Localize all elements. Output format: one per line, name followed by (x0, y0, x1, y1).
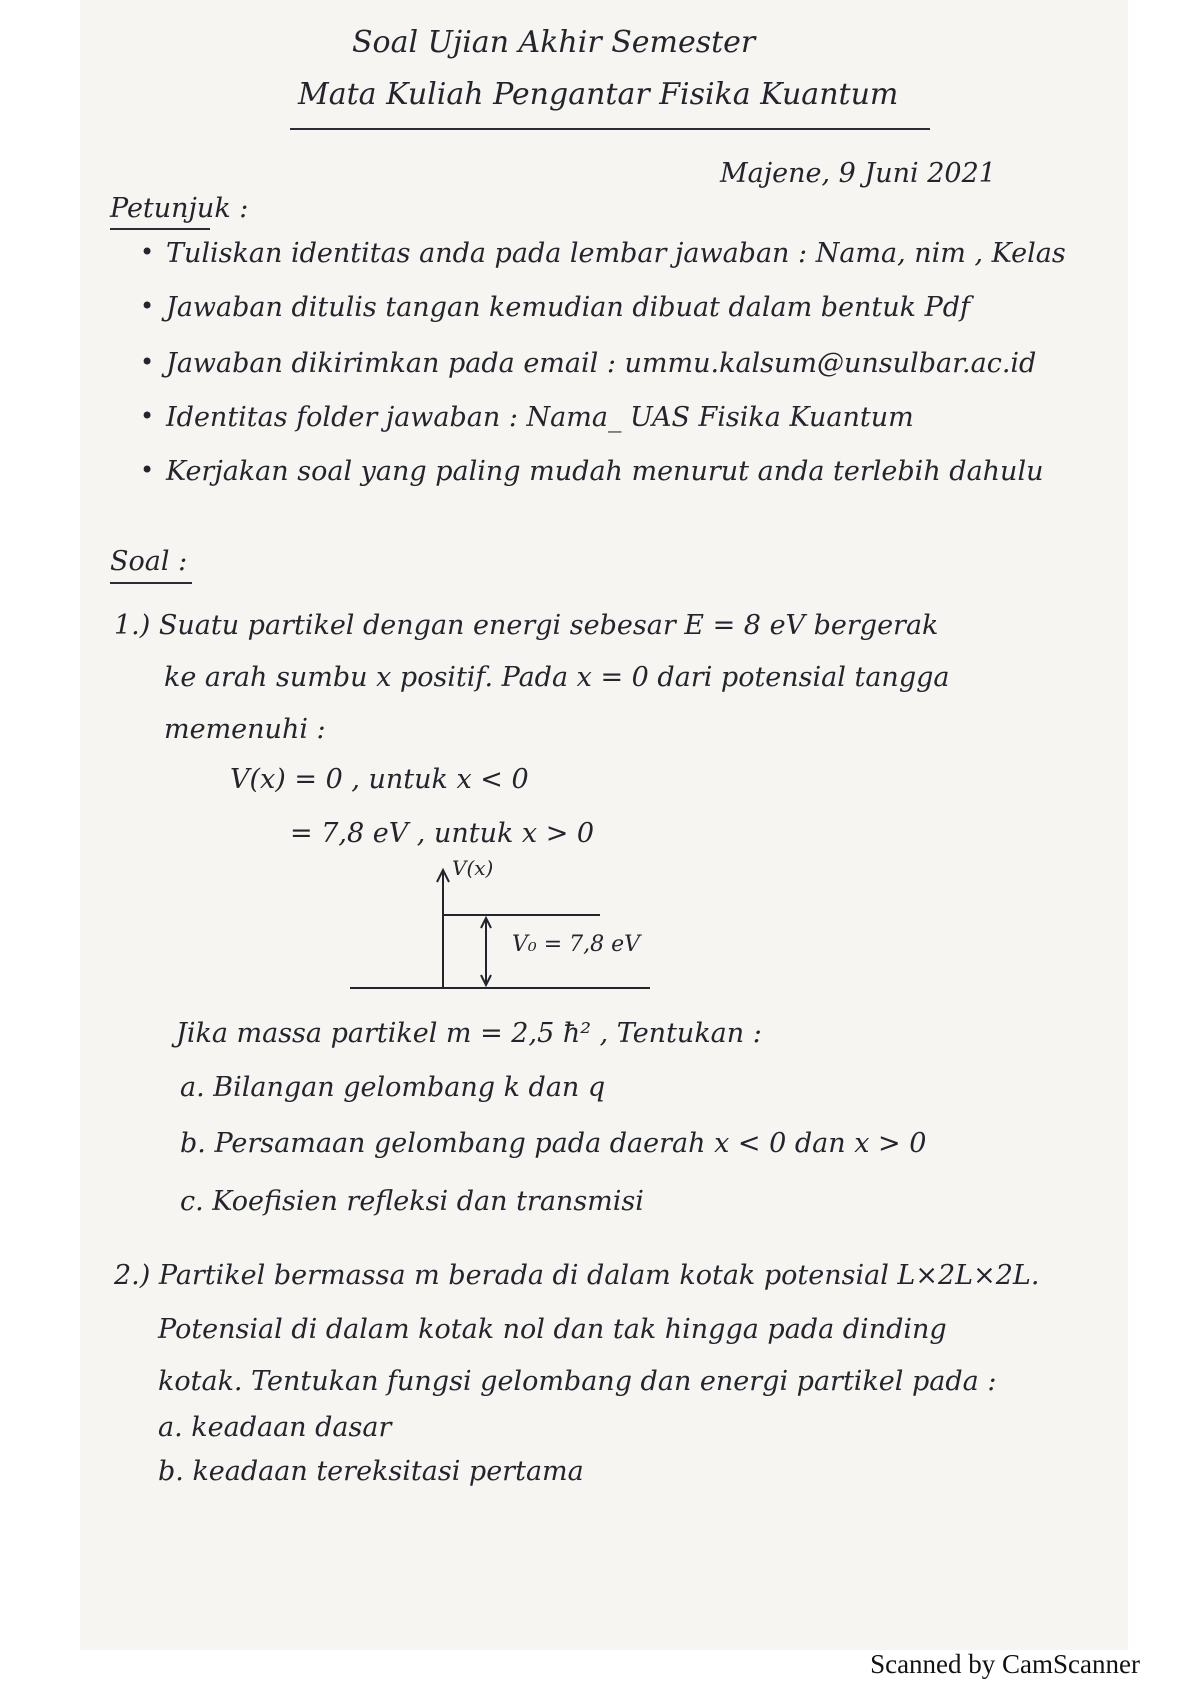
diagram-step-label: V₀ = 7,8 eV (512, 932, 641, 957)
q2-line1: 2.) Partikel bermassa m berada di dalam kotak potensial L×2L×2L. (114, 1260, 1040, 1291)
q1-part-b: b. Persamaan gelombang pada daerah x < 0 dan x > 0 (180, 1128, 927, 1159)
q2-part-b: b. keadaan tereksitasi pertama (158, 1456, 584, 1487)
potential-eq-2: = 7,8 eV , untuk x > 0 (290, 818, 595, 849)
q2-line3: kotak. Tentukan fungsi gelombang dan energi partikel pada : (158, 1366, 997, 1397)
q2-line2: Potensial di dalam kotak nol dan tak hingga pada dinding (158, 1314, 947, 1345)
instruction-item: • Jawaban ditulis tangan kemudian dibuat dalam bentuk Pdf (166, 294, 970, 321)
instruction-item: • Kerjakan soal yang paling mudah menurut anda terlebih dahulu (166, 458, 1043, 485)
q1-mass-line: Jika massa partikel m = 2,5 ħ² , Tentukan : (176, 1018, 762, 1049)
place-date: Majene, 9 Juni 2021 (720, 158, 996, 189)
scanner-watermark: Scanned by CamScanner (870, 1649, 1140, 1679)
soal-heading: Soal : (110, 546, 188, 577)
instruction-item: • Identitas folder jawaban : Nama_ UAS Fisika Kuantum (166, 404, 914, 431)
instruction-item: • Jawaban dikirimkan pada email : ummu.kalsum@unsulbar.ac.id (166, 350, 1036, 377)
q2-part-a: a. keadaan dasar (158, 1412, 392, 1443)
instructions-heading: Petunjuk : (110, 193, 249, 224)
q1-part-c: c. Koefisien refleksi dan transmisi (180, 1186, 644, 1217)
diagram-axis-label: V(x) (452, 856, 494, 880)
course-title: Mata Kuliah Pengantar Fisika Kuantum (298, 77, 899, 112)
q1-part-a: a. Bilangan gelombang k dan q (180, 1072, 606, 1103)
q1-line2: ke arah sumbu x positif. Pada x = 0 dari potensial tangga (164, 662, 950, 693)
instruction-item: • Tuliskan identitas anda pada lembar jawaban : Nama, nim , Kelas (166, 240, 1066, 267)
q1-line3: memenuhi : (164, 714, 326, 745)
exam-title: Soal Ujian Akhir Semester (352, 25, 756, 60)
q1-line1: 1.) Suatu partikel dengan energi sebesar E = 8 eV bergerak (114, 610, 939, 641)
potential-eq-1: V(x) = 0 , untuk x < 0 (230, 764, 529, 795)
